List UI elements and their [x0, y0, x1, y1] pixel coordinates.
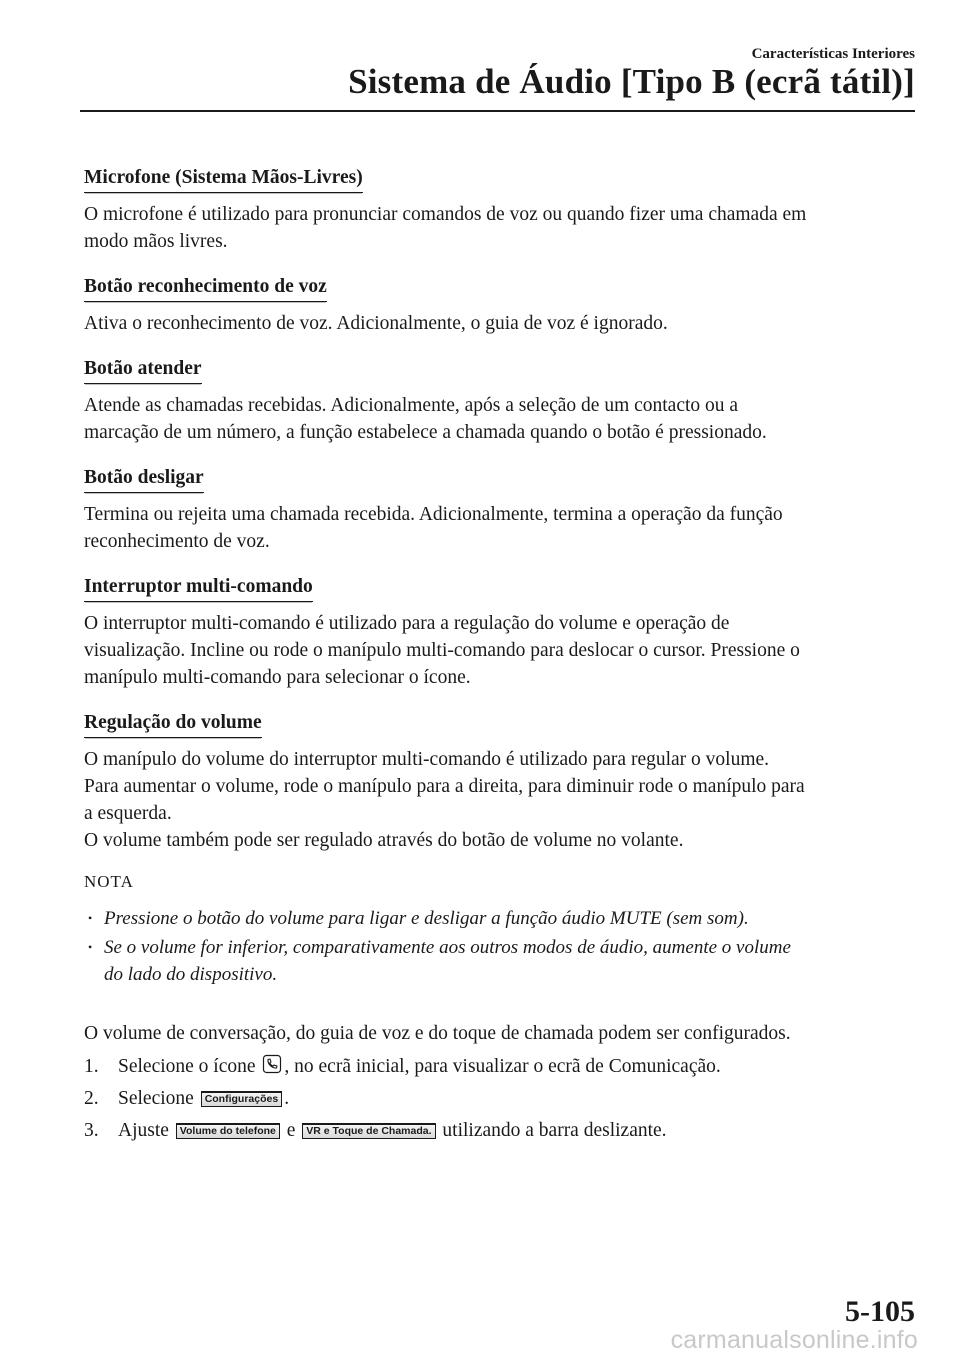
note-label: NOTA — [84, 872, 134, 891]
section-text — [84, 501, 919, 555]
spacer — [84, 990, 919, 1020]
step-text-after: utilizando a barra deslizante. — [442, 1120, 667, 1141]
paragraph-line: O microfone é utilizado para pronunciar comandos de voz ou quando fizer uma chamada em — [84, 204, 807, 225]
paragraph-line: manípulo multi-comando para selecionar o ícone. — [84, 667, 471, 688]
paragraph-line: O interruptor multi-comando é utilizado para a regulação do volume e operação de — [84, 613, 730, 634]
step-list — [84, 1053, 919, 1144]
step-text-mid: e — [286, 1120, 296, 1141]
section-heading: Regulação do volume — [84, 709, 262, 738]
note-line: do lado do dispositivo. — [104, 964, 278, 985]
paragraph-line: marcação de um número, a função estabelece a chamada quando o botão é pressionado. — [84, 422, 767, 443]
paragraph-line: modo mãos livres. — [84, 231, 228, 252]
paragraph-line: a esquerda. — [84, 803, 172, 824]
document-body — [84, 160, 919, 1149]
note-item — [84, 934, 919, 988]
step-text-after: , no ecrã inicial, para visualizar o ecrã de Comunicação. — [284, 1056, 721, 1077]
section-heading: Interruptor multi-comando — [84, 573, 313, 602]
section-text — [84, 392, 919, 446]
step-text-before: Selecione — [118, 1088, 194, 1109]
note-list — [84, 905, 919, 988]
section-heading: Botão desligar — [84, 464, 204, 493]
paragraph-line: Ativa o reconhecimento de voz. Adicionalmente, o guia de voz é ignorado. — [84, 313, 668, 334]
note-item — [84, 905, 919, 932]
step-number: 2. — [84, 1088, 99, 1109]
section-heading: Botão atender — [84, 355, 202, 384]
section-heading: Microfone (Sistema Mãos-Livres) — [84, 164, 363, 193]
watermark: carmanualsonline.info — [670, 1326, 918, 1354]
step-text-before: Ajuste — [118, 1120, 169, 1141]
paragraph-line: Para aumentar o volume, rode o manípulo para a direita, para diminuir rode o manípulo para — [84, 776, 805, 797]
paragraph-line: reconhecimento de voz. — [84, 531, 270, 552]
note-line: Se o volume for inferior, comparativamente aos outros modos de áudio, aumente o volume — [104, 937, 791, 958]
step-item — [84, 1085, 919, 1112]
section-text — [84, 201, 919, 255]
step-text-after: . — [284, 1088, 290, 1109]
header-divider — [80, 110, 915, 112]
configuracoes-button: Configurações — [201, 1091, 283, 1107]
phone-icon — [262, 1054, 282, 1074]
paragraph-line: Atende as chamadas recebidas. Adicionalmente, após a seleção de um contacto ou a — [84, 395, 739, 416]
step-text — [118, 1085, 289, 1112]
page-number: 5-105 — [845, 1295, 915, 1328]
step-number: 3. — [84, 1120, 99, 1141]
paragraph-line: O manípulo do volume do interruptor multi-comando é utilizado para regular o volume. — [84, 749, 770, 770]
section-text — [84, 310, 919, 337]
section-heading: Botão reconhecimento de voz — [84, 273, 327, 302]
vr-toque-chamada-button: VR e Toque de Chamada. — [302, 1123, 435, 1139]
page-title: Sistema de Áudio [Tipo B (ecrã tátil)] — [348, 62, 915, 101]
step-item — [84, 1117, 919, 1144]
volume-telefone-button: Volume do telefone — [176, 1123, 280, 1139]
step-text — [118, 1117, 667, 1144]
section-text — [84, 746, 919, 854]
step-text — [118, 1053, 721, 1080]
paragraph-line: Termina ou rejeita uma chamada recebida. Adicionalmente, termina a operação da função — [84, 504, 783, 525]
header-section-label: Características Interiores — [751, 46, 915, 62]
section-text — [84, 610, 919, 691]
paragraph-line: O volume também pode ser regulado através do botão de volume no volante. — [84, 830, 684, 851]
note-line: Pressione o botão do volume para ligar e desligar a função áudio MUTE (sem som). — [104, 908, 749, 929]
step-text-before: Selecione o ícone — [118, 1056, 256, 1077]
step-item — [84, 1053, 919, 1080]
intro-paragraph: O volume de conversação, do guia de voz e do toque de chamada podem ser configurados. — [84, 1023, 791, 1044]
step-number: 1. — [84, 1056, 99, 1077]
paragraph-line: visualização. Incline ou rode o manípulo multi-comando para deslocar o cursor. Pressione o — [84, 640, 800, 661]
